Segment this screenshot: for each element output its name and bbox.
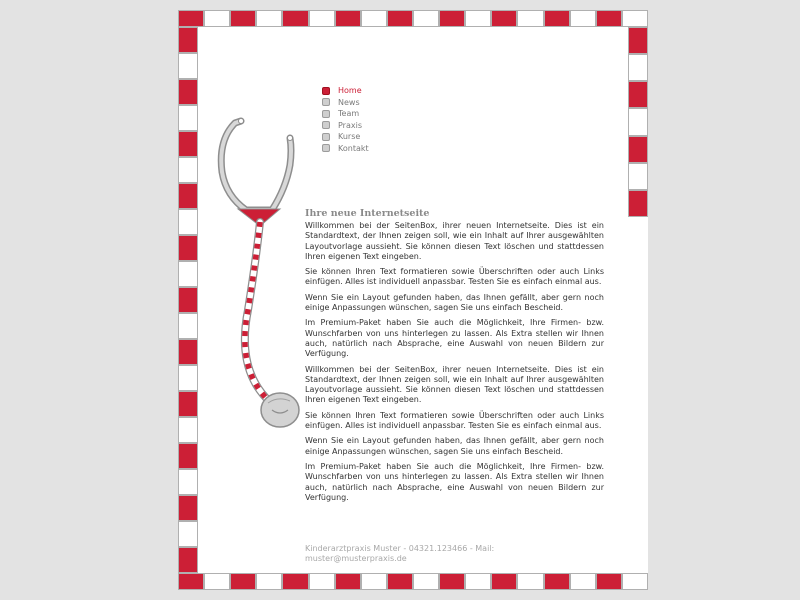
border-segment — [178, 313, 198, 339]
border-segment — [178, 105, 198, 131]
border-segment — [387, 573, 413, 590]
border-segment — [465, 10, 491, 27]
border-segment — [491, 10, 517, 27]
border-segment — [517, 573, 543, 590]
nav-item-label: Kontakt — [338, 143, 369, 153]
border-segment — [178, 495, 198, 521]
bullet-icon — [322, 98, 330, 106]
stethoscope-illustration — [208, 110, 308, 450]
border-segment — [413, 573, 439, 590]
nav-item-label: Home — [338, 86, 362, 96]
content-paragraph: Willkommen bei der SeitenBox, ihrer neuen Internetseite. Dies ist ein Standardtext, der Ihnen zeigen soll, wie ein Inhalt auf Ihrer ausgewählten Layoutvorlage aussieht. Sie können diesen Text löschen und stattdessen Ihren eigenen Text eingeben. — [305, 221, 604, 261]
nav-item-label: Kurse — [338, 132, 361, 142]
content-paragraph: Sie können Ihren Text formatieren sowie Überschriften oder auch Links einfügen. Alles ist individuell anpassbar. Testen Sie es einfach einmal aus. — [305, 267, 604, 287]
border-segment — [465, 573, 491, 590]
border-segment — [178, 573, 204, 590]
border-segment — [335, 573, 361, 590]
border-segment — [178, 10, 204, 27]
bullet-icon — [322, 121, 330, 129]
border-segment — [517, 10, 543, 27]
border-segment — [361, 10, 387, 27]
border-segment — [178, 235, 198, 261]
border-segment — [230, 573, 256, 590]
content-paragraph: Wenn Sie ein Layout gefunden haben, das Ihnen gefällt, aber gern noch einige Anpassungen wünschen, sagen Sie uns einfach Bescheid. — [305, 436, 604, 456]
border-segment — [178, 131, 198, 157]
border-segment — [230, 10, 256, 27]
border-segment — [178, 53, 198, 79]
footer-contact: Kinderarztpraxis Muster - 04321.123466 - Mail: muster@musterpraxis.de — [305, 544, 495, 563]
page-title: Ihre neue Internetseite — [305, 208, 430, 219]
nav-item-news[interactable] — [322, 97, 369, 109]
nav-item-home[interactable] — [322, 85, 369, 97]
border-segment — [178, 391, 198, 417]
nav-item-label: Praxis — [338, 120, 362, 130]
main-nav — [322, 85, 369, 154]
border-segment — [178, 339, 198, 365]
border-segment — [628, 163, 648, 190]
border-segment — [282, 10, 308, 27]
border-segment — [178, 443, 198, 469]
border-segment — [628, 81, 648, 108]
border-segment — [178, 547, 198, 573]
content-paragraph: Sie können Ihren Text formatieren sowie Überschriften oder auch Links einfügen. Alles ist individuell anpassbar. Testen Sie es einfach einmal aus. — [305, 410, 604, 431]
border-segment — [628, 27, 648, 54]
border-segment — [596, 573, 622, 590]
border-segment — [204, 573, 230, 590]
nav-item-label: Team — [338, 109, 360, 119]
border-segment — [570, 573, 596, 590]
border-right — [628, 27, 648, 217]
border-segment — [178, 287, 198, 313]
main-content — [305, 208, 604, 508]
border-segment — [309, 10, 335, 27]
border-segment — [204, 10, 230, 27]
content-paragraph: Wenn Sie ein Layout gefunden haben, das Ihnen gefällt, aber gern noch einige Anpassungen wünschen, sagen Sie uns einfach Bescheid. — [305, 292, 604, 313]
bullet-icon — [322, 133, 330, 141]
nav-item-label: News — [338, 97, 360, 107]
border-segment — [544, 573, 570, 590]
border-top — [178, 10, 648, 27]
border-segment — [178, 469, 198, 495]
border-segment — [570, 10, 596, 27]
nav-item-praxis[interactable] — [322, 120, 369, 132]
border-bottom — [178, 573, 648, 590]
border-segment — [622, 10, 648, 27]
border-segment — [596, 10, 622, 27]
border-left — [178, 27, 198, 573]
border-segment — [178, 209, 198, 235]
content-paragraph: Im Premium-Paket haben Sie auch die Möglichkeit, Ihre Firmen- bzw. Wunschfarben von uns hinterlegen zu lassen. Als Extra stellen wir Ihnen auch, natürlich nach Absprache, eine Auswahl von neuen Bildern zur Verfügung. — [305, 318, 604, 359]
border-segment — [544, 10, 570, 27]
border-segment — [256, 10, 282, 27]
nav-item-team[interactable] — [322, 108, 369, 120]
border-segment — [413, 10, 439, 27]
content-paragraph: Im Premium-Paket haben Sie auch die Möglichkeit, Ihre Firmen- bzw. Wunschfarben von uns hinterlegen zu lassen. Als Extra stellen wir Ihnen auch, natürlich nach Absprache, eine Auswahl von neuen Bildern zur Verfügung. — [305, 461, 604, 502]
content-paragraph: Willkommen bei der SeitenBox, ihrer neuen Internetseite. Dies ist ein Standardtext, der Ihnen zeigen soll, wie ein Inhalt auf Ihrer ausgewählten Layoutvorlage aussieht. Sie können diesen Text löschen und stattdessen Ihren eigenen Text eingeben. — [305, 364, 604, 405]
border-segment — [439, 573, 465, 590]
border-segment — [178, 365, 198, 391]
border-segment — [178, 417, 198, 443]
border-segment — [628, 136, 648, 163]
border-segment — [178, 261, 198, 287]
nav-item-kontakt[interactable] — [322, 143, 369, 155]
border-segment — [628, 54, 648, 81]
border-segment — [361, 573, 387, 590]
nav-item-kurse[interactable] — [322, 131, 369, 143]
bullet-icon — [322, 110, 330, 118]
border-segment — [282, 573, 308, 590]
border-segment — [622, 573, 648, 590]
border-segment — [309, 573, 335, 590]
border-segment — [256, 573, 282, 590]
border-segment — [491, 573, 517, 590]
border-segment — [178, 183, 198, 209]
page-container — [178, 10, 648, 590]
border-segment — [178, 79, 198, 105]
border-segment — [335, 10, 361, 27]
bullet-icon — [322, 87, 330, 95]
border-segment — [178, 521, 198, 547]
border-segment — [628, 108, 648, 135]
border-segment — [628, 190, 648, 217]
border-segment — [178, 27, 198, 53]
bullet-icon — [322, 144, 330, 152]
border-segment — [439, 10, 465, 27]
border-segment — [387, 10, 413, 27]
border-segment — [178, 157, 198, 183]
